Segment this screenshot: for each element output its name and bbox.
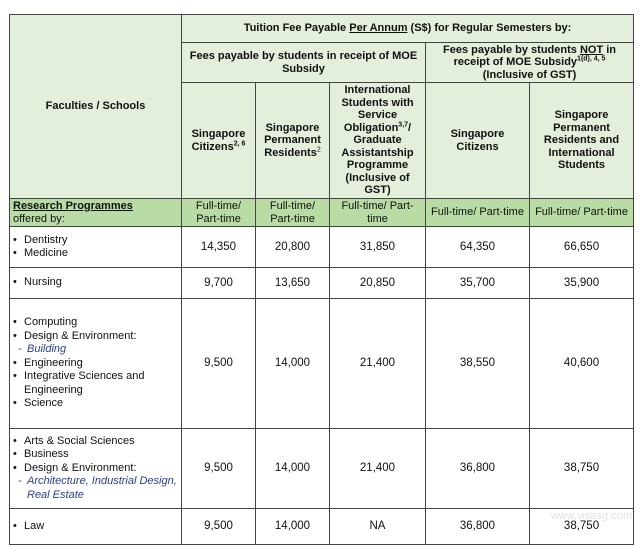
table-row (10, 268, 634, 299)
fee-cell: 21,400 (330, 299, 426, 429)
subsidy-group-header: Fees payable by students in receipt of MOE Subsidy (182, 43, 426, 83)
col-ns-prs-and-international: Singapore Permanent Residents and International Students (530, 83, 634, 199)
fee-cell: 38,550 (426, 299, 530, 429)
fee-cell: 35,900 (530, 268, 634, 299)
mode-cell: Full-time/ Part-time (182, 199, 256, 227)
col-singapore-prs: Singapore Permanent Residents$^2$ (256, 83, 330, 199)
mode-cell: Full-time/ Part-time (530, 199, 634, 227)
fee-cell: NA (330, 509, 426, 545)
mode-cell: Full-time/ Part-time (426, 199, 530, 227)
faculty-list-cell (10, 429, 182, 509)
mode-cell: Full-time/ Part-time (256, 199, 330, 227)
col-singapore-citizens: Singapore Citizens$^{2, 6}$ (182, 83, 256, 199)
fee-cell: 9,500 (182, 509, 256, 545)
fee-cell: 13,650 (256, 268, 330, 299)
table-row (10, 509, 634, 545)
table-row (10, 227, 634, 268)
fee-cell: 14,000 (256, 509, 330, 545)
tuition-fee-title: Tuition Fee Payable Per Annum (S$) for Regular Semesters by: (182, 15, 634, 43)
faculty-item: • Integrative Sciences and Engineering (13, 370, 178, 397)
faculty-item: • Arts & Social Sciences (13, 435, 178, 449)
table-row (10, 429, 634, 509)
faculty-item: • Engineering (13, 357, 178, 371)
fee-cell: 36,800 (426, 509, 530, 545)
faculty-sub-item: - Building (13, 343, 178, 357)
fee-cell: 20,800 (256, 227, 330, 268)
research-programmes-label: Research Programmes offered by: (10, 199, 182, 227)
research-programmes-row (10, 199, 634, 227)
non-subsidy-group-header: Fees payable by students NOT in receipt of MOE Subsidy$^{1(d), 4, 5}$ (Inclusive of GST) (426, 43, 634, 83)
mode-cell: Full-time/ Part-time (330, 199, 426, 227)
faculty-item: • Design & Environment: (13, 462, 178, 476)
table-row (10, 299, 634, 429)
faculty-item: • Dentistry (13, 234, 178, 248)
fee-cell: 20,850 (330, 268, 426, 299)
fee-cell: 31,850 (330, 227, 426, 268)
faculty-item: • Science (13, 397, 178, 411)
fee-cell: 9,500 (182, 429, 256, 509)
faculty-list-cell (10, 299, 182, 429)
fee-cell: 64,350 (426, 227, 530, 268)
fee-cell: 38,750 (530, 509, 634, 545)
fee-cell: 9,700 (182, 268, 256, 299)
faculty-item: • Business (13, 448, 178, 462)
faculty-sub-item: - Architecture, Industrial Design, Real Estate (13, 475, 178, 502)
faculty-item: • Law (13, 520, 178, 534)
faculty-item: • Computing (13, 316, 178, 330)
faculty-list-cell (10, 268, 182, 299)
faculties-schools-header: Faculties / Schools (10, 15, 182, 199)
fee-cell: 66,650 (530, 227, 634, 268)
faculty-list-cell (10, 509, 182, 545)
faculty-item: • Design & Environment: (13, 330, 178, 344)
fee-cell: 14,000 (256, 299, 330, 429)
fee-cell: 14,000 (256, 429, 330, 509)
faculty-list-cell (10, 227, 182, 268)
watermark: www.visasg.com (550, 510, 632, 522)
fee-cell: 14,350 (182, 227, 256, 268)
fee-cell: 9,500 (182, 299, 256, 429)
faculty-item: • Nursing (13, 276, 178, 290)
fee-cell: 40,600 (530, 299, 634, 429)
col-international-students: International Students with Service Obligation$^{3,7}$/ Graduate Assistantship Programme (Inclusive of GST) (330, 83, 426, 199)
fee-cell: 36,800 (426, 429, 530, 509)
fee-cell: 21,400 (330, 429, 426, 509)
fee-cell: 35,700 (426, 268, 530, 299)
faculty-item: • Medicine (13, 247, 178, 261)
fee-cell: 38,750 (530, 429, 634, 509)
tuition-fee-table (9, 14, 634, 545)
col-ns-singapore-citizens: Singapore Citizens (426, 83, 530, 199)
